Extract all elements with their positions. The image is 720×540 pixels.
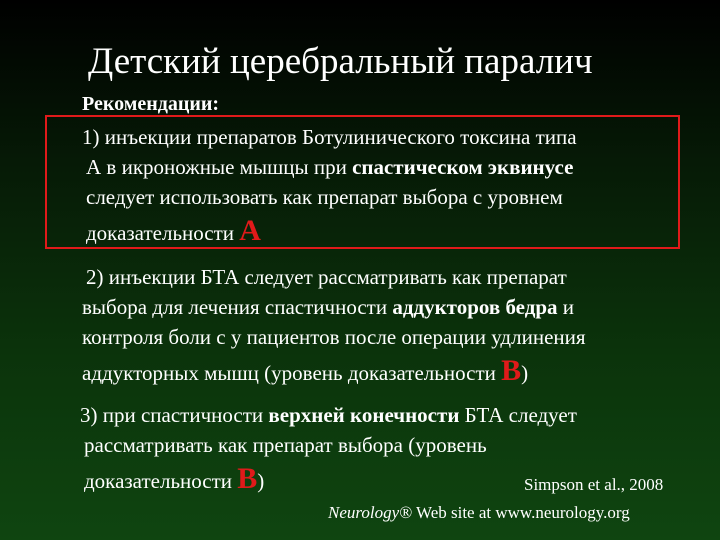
rec3-emphasis: верхней конечности bbox=[268, 403, 460, 427]
rec2-line-4-text: аддукторных мышц (уровень доказательности bbox=[82, 361, 502, 385]
rec3-line-1 bbox=[80, 400, 577, 430]
rec3-line-3-text: доказательности bbox=[84, 469, 238, 493]
source-line bbox=[328, 503, 630, 523]
rec1-evidence-level: А bbox=[239, 214, 261, 247]
rec1-line-4-text: доказательности bbox=[86, 221, 240, 245]
rec1-emphasis: спастическом эквинусе bbox=[352, 155, 574, 179]
rec1-line-3: следует использовать как препарат выбора с уровнем bbox=[86, 185, 563, 209]
rec2-line-2-text: выбора для лечения спастичности bbox=[82, 295, 393, 319]
rec3-line-1-text: 3) при спастичности bbox=[80, 403, 269, 427]
rec1-line-4 bbox=[82, 212, 577, 250]
rec3-line-3 bbox=[80, 460, 577, 498]
recommendation-1 bbox=[82, 122, 577, 250]
journal-name: Neurology® bbox=[328, 503, 413, 522]
rec2-line-2-end: и bbox=[557, 295, 575, 319]
rec1-line-2-text: А в икроножные мышцы при bbox=[86, 155, 353, 179]
rec1-line-1: 1) инъекции препаратов Ботулинического токсина типа bbox=[82, 125, 577, 149]
citation: Simpson et al., 2008 bbox=[524, 475, 664, 494]
rec3-evidence-level: В bbox=[237, 462, 258, 495]
recommendation-2 bbox=[82, 262, 586, 390]
rec3-line-2: рассматривать как препарат выбора (уровень bbox=[84, 433, 487, 457]
rec2-line-3: контроля боли с у пациентов после операции удлинения bbox=[82, 325, 586, 349]
rec2-line-1: 2) инъекции БТА следует рассматривать как препарат bbox=[86, 265, 567, 289]
rec2-line-4 bbox=[82, 352, 586, 390]
rec2-line-4-end: ) bbox=[521, 361, 529, 385]
rec1-line-2 bbox=[82, 152, 577, 182]
recommendations-heading: Рекомендации: bbox=[82, 93, 220, 115]
rec2-line-2 bbox=[82, 292, 586, 322]
rec3-line-1-end: БТА следует bbox=[459, 403, 577, 427]
recommendation-3 bbox=[80, 400, 577, 498]
rec3-line-3-end: ) bbox=[257, 469, 265, 493]
slide-title: Детский церебральный паралич bbox=[88, 41, 593, 82]
source-website: Web site at www.neurology.org bbox=[412, 503, 630, 522]
rec2-evidence-level: В bbox=[501, 354, 522, 387]
rec2-emphasis: аддукторов бедра bbox=[392, 295, 558, 319]
